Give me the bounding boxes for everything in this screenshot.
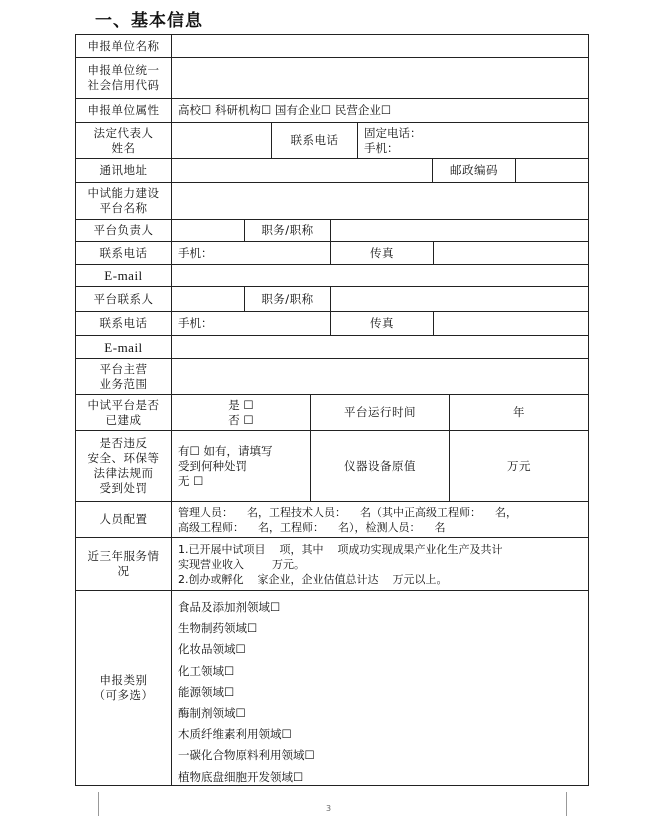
email-1-field[interactable] [171,264,589,287]
postal-code-label: 邮政编码 [432,158,516,183]
equipment-value-label: 仪器设备原值 [310,430,450,502]
fax-1-field[interactable] [433,241,589,265]
address-label: 通讯地址 [75,158,172,183]
service-field[interactable] [171,537,589,591]
category-energy-option[interactable]: 能源领域☐ [178,684,235,699]
email-2-field[interactable] [171,335,589,359]
section-title: 一、基本信息 [95,11,203,31]
credit-code-field[interactable] [171,57,589,99]
platform-contact-label: 平台联系人 [75,286,172,312]
category-biopharma-option[interactable]: 生物制药领域☐ [178,621,258,636]
built-label: 中试平台是否 已建成 [75,394,172,431]
category-c1-compound-option[interactable]: 一碳化合物原料利用领域☐ [178,748,315,763]
category-lignocellulose-option[interactable]: 木质纤维素利用领域☐ [178,727,292,742]
run-time-label: 平台运行时间 [310,394,450,431]
legal-rep-phone-field[interactable] [357,122,589,159]
staff-line-2: 高级工程师： 名，工程师： 名），检测人员： 名 [178,520,446,534]
unit-attr-options[interactable]: 高校☐ 科研机构☐ 国有企业☐ 民营企业☐ [171,98,589,123]
mobile-label: 手机： [364,140,399,155]
phone-1-label: 联系电话 [75,241,172,265]
corner-mark-right [566,792,593,816]
violation-options[interactable] [171,430,311,502]
category-plant-chassis-option[interactable]: 植物底盘细胞开发领域☐ [178,769,304,784]
fax-2-label: 传真 [330,311,434,336]
email-1-label: E-mail [75,264,172,287]
corner-mark-left [72,792,99,816]
unit-attr-label: 申报单位属性 [75,98,172,123]
service-line-2: 实现营业收入 万元。 [178,558,305,571]
equipment-value-field[interactable]: 万元 [449,430,589,502]
category-label: 申报类别 （可多选） [75,590,172,786]
category-chemical-option[interactable]: 化工领域☐ [178,663,235,678]
built-yes-option[interactable]: 是 ☐ [228,397,254,412]
built-no-option[interactable]: 否 ☐ [228,412,254,427]
category-options[interactable] [171,590,589,786]
violation-yes-option[interactable]: 有☐ 如有，请填写 [178,443,273,458]
platform-head-title-label: 职务/职称 [244,219,331,242]
platform-name-label: 中试能力建设 平台名称 [75,182,172,220]
service-line-3: 2.创办或孵化 家企业，企业估值总计达 万元以上。 [178,573,448,586]
legal-rep-label: 法定代表人 姓名 [75,122,172,159]
phone-2-mobile-field[interactable]: 手机： [171,311,331,336]
platform-name-field[interactable] [171,182,589,220]
violation-no-option[interactable]: 无 ☐ [178,473,204,488]
service-label: 近三年服务情 况 [75,537,172,591]
violation-label: 是否违反 安全、环保等 法律法规而 受到处罚 [75,430,172,502]
built-options[interactable] [171,394,311,431]
platform-contact-title-label: 职务/职称 [244,286,331,312]
postal-code-field[interactable] [515,158,589,183]
fax-2-field[interactable] [433,311,589,336]
unit-name-label: 申报单位名称 [75,34,172,58]
platform-contact-title-field[interactable] [330,286,589,312]
category-food-option[interactable]: 食品及添加剂领域☐ [178,600,281,614]
staff-field[interactable] [171,501,589,538]
credit-code-label: 申报单位统一 社会信用代码 [75,57,172,99]
scope-field[interactable] [171,358,589,395]
fixed-phone-label: 固定电话： [364,125,422,140]
phone-2-label: 联系电话 [75,311,172,336]
service-line-1: 1.已开展中试项目 项，其中 项成功实现成果产业化生产及共计 [178,543,503,556]
address-field[interactable] [171,158,433,183]
category-enzyme-option[interactable]: 酶制剂领域☐ [178,705,246,720]
platform-head-field[interactable] [171,219,245,242]
legal-rep-name-field[interactable] [171,122,272,159]
platform-contact-field[interactable] [171,286,245,312]
staff-line-1: 管理人员： 名，工程技术人员： 名（其中正高级工程师： 名， [178,505,517,519]
violation-penalty-text: 受到何种处罚 [178,458,247,473]
category-cosmetics-option[interactable]: 化妆品领域☐ [178,642,246,657]
platform-head-title-field[interactable] [330,219,589,242]
fax-1-label: 传真 [330,241,434,265]
email-2-label: E-mail [75,335,172,359]
legal-rep-contact-label: 联系电话 [271,122,358,159]
staff-label: 人员配置 [75,501,172,538]
platform-head-label: 平台负责人 [75,219,172,242]
scope-label: 平台主营 业务范围 [75,358,172,395]
phone-1-mobile-field[interactable]: 手机： [171,241,331,265]
run-time-field[interactable]: 年 [449,394,589,431]
unit-name-field[interactable] [171,34,589,58]
page-number: 3 [326,804,332,813]
